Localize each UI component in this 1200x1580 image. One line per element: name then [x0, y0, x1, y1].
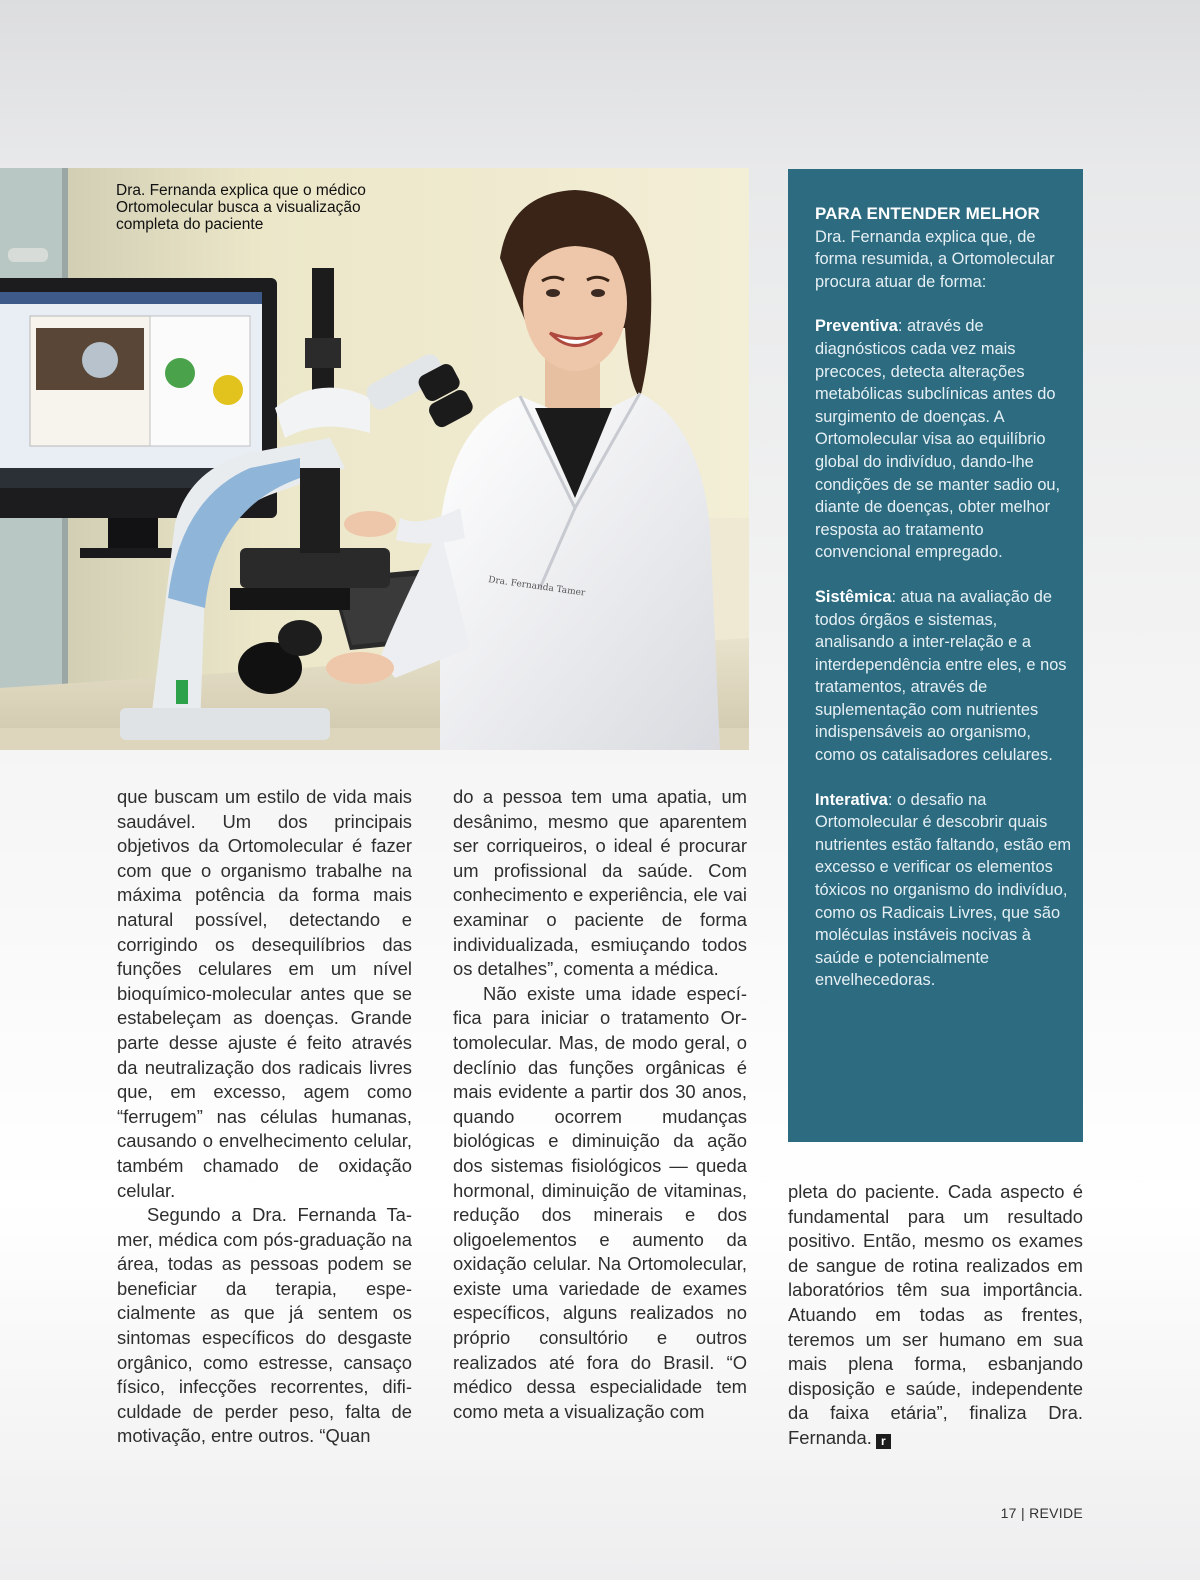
info-box-text: : através de diagnósticos cada vez mais precoces, detecta alterações metabólicas subclínicas antes do surgimento de doenças. A Ortomolecular visa ao equilíbrio global do indivíduo, dando-lhe condições de se manter sadio ou, diante de doenças, obter melhor resposta ao tratamento convencional empregado. [815, 317, 1061, 562]
page-folio: 17 | REVIDE [1000, 1505, 1083, 1521]
paragraph: Segundo a Dra. Fernanda Tamer, médica com pós-graduação na área, todas as pessoas podem se beneficiar da terapia, especialmente as que já sentem os sintomas específicos do desgaste orgânico, como estresse, cansaço físico, infecções recorrentes, dificuldade de perder peso, falta de motivação, entre outros. “Quan [117, 1204, 412, 1447]
info-box [788, 169, 1083, 1142]
info-box-text: : atua na avaliação de todos órgãos e sistemas, analisando a inter-relação e a interdependência entre eles, e nos tratamentos, através de suplementação com nutrientes indispensáveis ao organismo, como os catalisadores celulares. [815, 587, 1067, 765]
info-box-item-sistemica [815, 586, 1073, 767]
article-column-1 [117, 785, 412, 1449]
paragraph: do a pessoa tem uma apatia, um desânimo, mesmo que aparentem ser corriqueiros, o ideal é procurar um profissional da saúde. Com conhecimento e experiência, ele vai examinar o paciente de forma individualizada, esmiuçando todos os detalhes”, comenta a médica. [453, 786, 747, 980]
article-photo [0, 168, 749, 750]
paragraph [788, 1180, 1083, 1451]
info-box-term: Sistêmica [815, 587, 892, 606]
paragraph: que buscam um estilo de vida mais saudável. Um dos principais objetivos da Ortomolecular é fazer com que o organismo trabalhe na máxima potência da forma mais natural possível, detectando e corrigindo os desequilíbrios das funções celulares em um nível bioquímico-molecular antes que se estabeleçam as doenças. Grande parte desse ajuste é feito através da neutralização dos radicais livres que, em excesso, agem como “ferrugem” nas células humanas, causando o envelhecimento celular, também chamado de oxidação celular. [117, 786, 412, 1201]
article-column-2 [453, 785, 747, 1424]
info-box-term: Preventiva [815, 317, 898, 336]
doctor-microscope-illustration [0, 168, 749, 750]
paragraph: Não existe uma idade específica para iniciar o tratamento Ortomolecular. Mas, de modo geral, o declínio das funções orgânicas é mais evidente a partir dos 30 anos, quando ocorrem mudanças biológicas e diminuição da ação dos sistemas fisiológicos — queda hormonal, diminuição de vitaminas, redução dos minerais e dos oligoelementos e aumento da oxidação celular. Na Ortomolecular, existe uma variedade de exames específicos, alguns realizados no próprio consultório e outros realizados até fora do Brasil. “O médico dessa especialidade tem como meta a visualização com [453, 982, 747, 1422]
info-box-term: Interativa [815, 790, 888, 809]
info-box-item-preventiva [815, 315, 1073, 564]
end-mark-logo: r [876, 1434, 891, 1449]
info-box-title: PARA ENTENDER MELHOR [815, 204, 1040, 223]
photo-caption: Dra. Fernanda explica que o médico Ortomolecular busca a visualização completa do paciente [116, 182, 366, 233]
paragraph-text: pleta do paciente. Cada aspecto é fundamental para um resultado positivo. Então, mesmo os exames de sangue de rotina realizados em laboratórios têm sua importância. Atuando em todas as frentes, teremos um ser humano em sua mais plena forma, esbanjando disposição e saúde, independente da faixa etária”, finaliza Dra. Fernanda. [788, 1181, 1083, 1448]
info-box-item-interativa [815, 789, 1073, 992]
info-box-text: : o desafio na Ortomolecular é descobrir quais nutrientes estão faltando, estão em excesso e verificar os elementos tóxicos no organismo do indivíduo, como os Radicais Livres, que são moléculas instáveis nocivas à saúde e potencialmente envelhecedoras. [815, 790, 1072, 990]
info-box-intro: Dra. Fernanda explica que, de forma resumida, a Ortomolecular procura atuar de forma: [815, 227, 1055, 291]
article-column-3 [788, 1180, 1083, 1451]
svg-text:Dra. Fernanda Tamer: Dra. Fernanda Tamer [487, 575, 586, 599]
